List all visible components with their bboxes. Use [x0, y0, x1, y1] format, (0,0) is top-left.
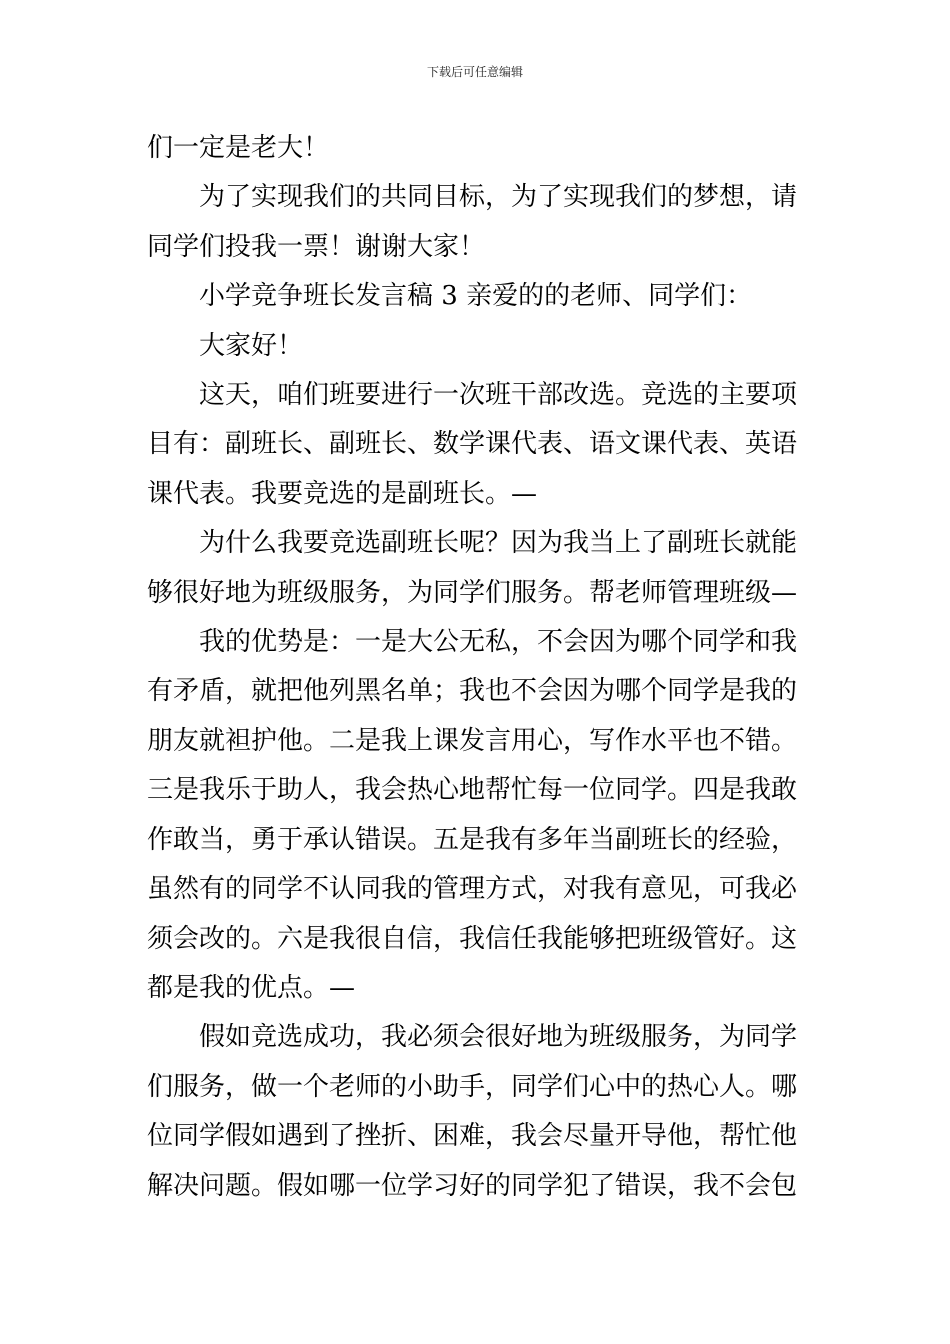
text-line: 解决问题。假如哪一位学习好的同学犯了错误，我不会包: [147, 1170, 798, 1201]
text-line: 为了实现我们的共同目标，为了实现我们的梦想，请: [199, 182, 798, 213]
document-body: [147, 124, 807, 1211]
text-line: 三是我乐于助人，我会热心地帮忙每一位同学。四是我敢: [147, 775, 798, 806]
text-line: 大家好！: [199, 330, 304, 361]
text-line: 位同学假如遇到了挫折、困难，我会尽量开导他，帮忙他: [147, 1121, 798, 1152]
text-line: 够很好地为班级服务，为同学们服务。帮老师管理班级—: [147, 577, 798, 608]
page-header: 下载后可任意编辑: [426, 65, 523, 79]
text-line: 有矛盾，就把他列黑名单；我也不会因为哪个同学是我的: [147, 676, 798, 707]
text-line: 们服务，做一个老师的小助手，同学们心中的热心人。哪: [147, 1071, 798, 1102]
text-line: 课代表。我要竞选的是副班长。—: [147, 478, 538, 509]
text-line: 这天，咱们班要进行一次班干部改选。竞选的主要项: [199, 380, 798, 411]
text-line: 都是我的优点。—: [147, 972, 356, 1003]
text-line: 朋友就袒护他。二是我上课发言用心，写作水平也不错。: [147, 725, 798, 756]
text-line: 须会改的。六是我很自信，我信任我能够把班级管好。这: [147, 923, 798, 954]
text-line: 目有：副班长、副班长、数学课代表、语文课代表、英语: [147, 429, 798, 460]
text-line: 同学们投我一票！谢谢大家！: [147, 231, 486, 262]
text-line: 假如竞选成功，我必须会很好地为班级服务，为同学: [199, 1022, 798, 1053]
text-line: 作敢当，勇于承认错误。五是我有多年当副班长的经验，: [147, 824, 798, 855]
text-line: 为什么我要竞选副班长呢？因为我当上了副班长就能: [199, 528, 798, 559]
text-line: 小学竞争班长发言稿 3 亲爱的的老师、同学们：: [199, 281, 753, 312]
text-line: 我的优势是：一是大公无私，不会因为哪个同学和我: [199, 627, 798, 658]
text-line: 们一定是老大！: [147, 133, 330, 163]
text-line: 虽然有的同学不认同我的管理方式，对我有意见，可我必: [147, 874, 798, 905]
